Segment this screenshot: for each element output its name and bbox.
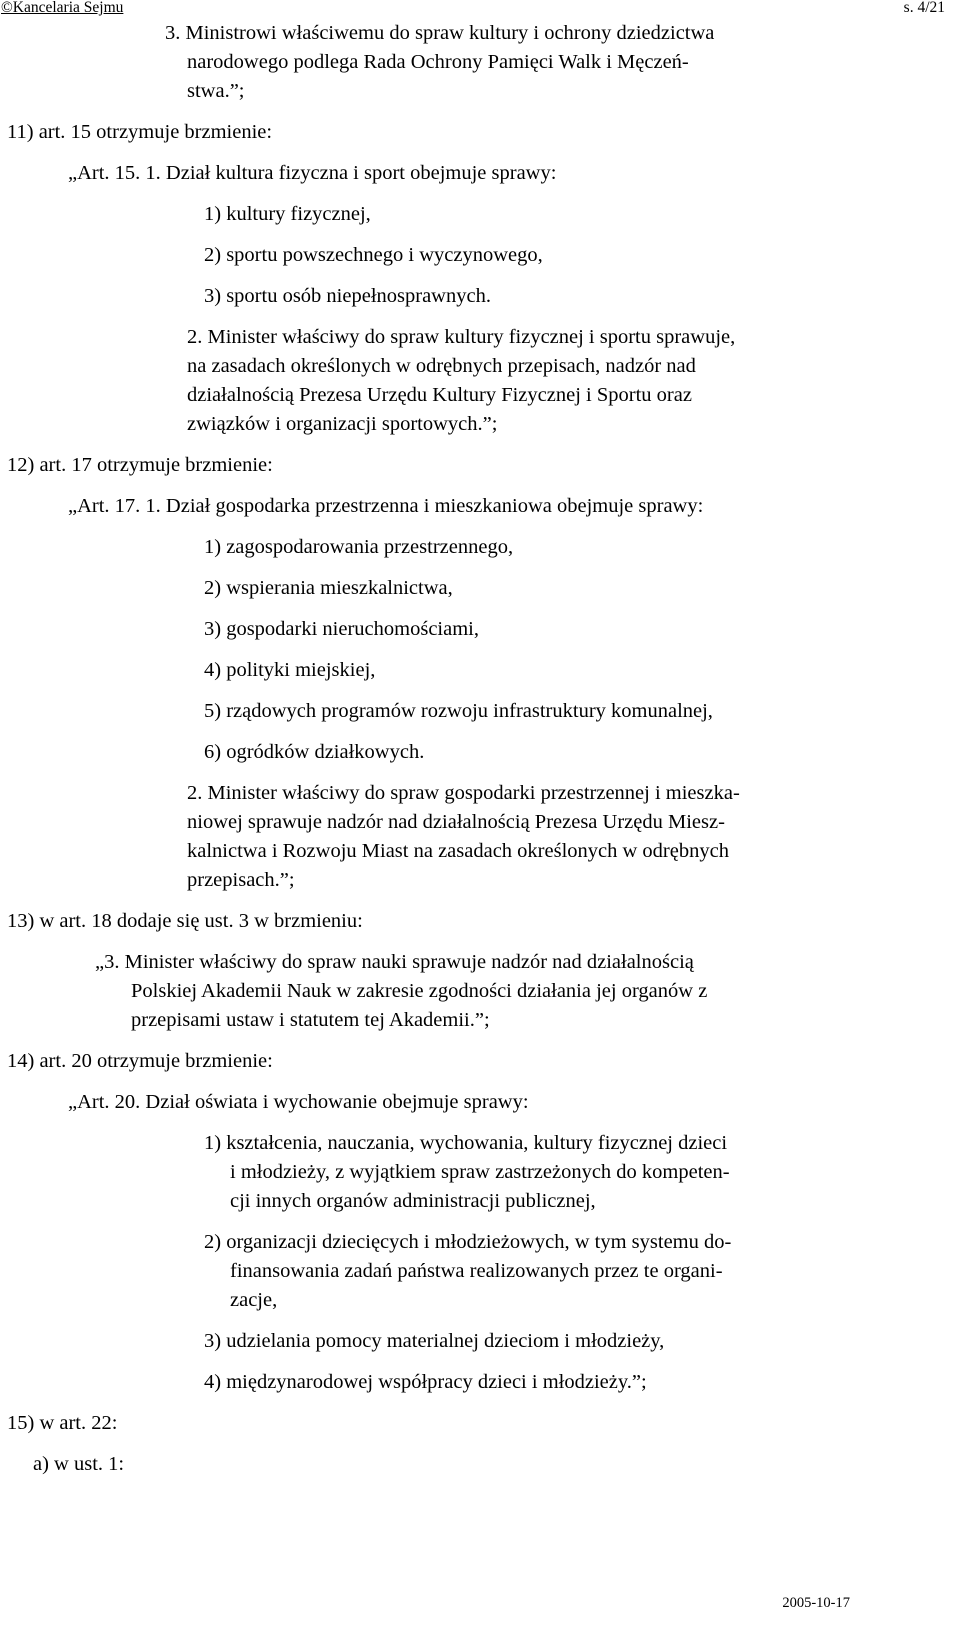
list-item-15: 15) w art. 22: [7,1412,118,1434]
text-line: 4) polityki miejskiej, [204,659,376,681]
text-line: działalnością Prezesa Urzędu Kultury Fizycznej i Sportu oraz [187,384,692,406]
text-line: 1) kształcenia, nauczania, wychowania, kultury fizycznej dzieci [204,1132,728,1154]
text-line: „3. Minister właściwy do spraw nauki sprawuje nadzór nad działalnością [95,951,694,973]
text-line: na zasadach określonych w odrębnych przepisach, nadzór nad [187,355,696,377]
text-line: niowej sprawuje nadzór nad działalnością Prezesa Urzędu Miesz- [187,811,725,833]
text-line: 3. Ministrowi właściwemu do spraw kultury i ochrony dziedzictwa [165,22,715,44]
list-item-14: 14) art. 20 otrzymuje brzmienie: [7,1050,273,1072]
header-source-link[interactable]: ©Kancelaria Sejmu [1,0,124,16]
text-line: 2) organizacji dziecięcych i młodzieżowych, w tym systemu do- [204,1231,732,1253]
text-line: przepisach.”; [187,869,295,891]
text-line: 6) ogródków działkowych. [204,741,425,763]
list-item-13: 13) w art. 18 dodaje się ust. 3 w brzmieniu: [7,910,363,932]
text-line: zacje, [230,1289,278,1311]
text-line: Polskiej Akademii Nauk w zakresie zgodności działania jej organów z [131,980,708,1002]
text-line: 3) udzielania pomocy materialnej dzieciom i młodzieży, [204,1330,665,1352]
text-line: 2) sportu powszechnego i wyczynowego, [204,244,543,266]
text-line: 3) gospodarki nieruchomościami, [204,618,479,640]
text-line: finansowania zadań państwa realizowanych przez te organi- [230,1260,723,1282]
text-line: związków i organizacji sportowych.”; [187,413,498,435]
list-item-11: 11) art. 15 otrzymuje brzmienie: [7,121,273,143]
text-line: „Art. 15. 1. Dział kultura fizyczna i sport obejmuje sprawy: [68,162,557,184]
text-line: a) w ust. 1: [33,1453,125,1475]
text-line: 4) międzynarodowej współpracy dzieci i młodzieży.”; [204,1371,647,1393]
text-line: 1) zagospodarowania przestrzennego, [204,536,514,558]
footer-date: 2005-10-17 [782,1595,850,1611]
text-line: 5) rządowych programów rozwoju infrastruktury komunalnej, [204,700,713,722]
text-line: 1) kultury fizycznej, [204,203,371,225]
text-line: 2) wspierania mieszkalnictwa, [204,577,453,599]
text-line: 3) sportu osób niepełnosprawnych. [204,285,491,307]
header-page-number: s. 4/21 [903,0,945,16]
text-line: 2. Minister właściwy do spraw kultury fizycznej i sportu sprawuje, [187,326,736,348]
text-line: 2. Minister właściwy do spraw gospodarki przestrzennej i mieszka- [187,782,740,804]
text-line: i młodzieży, z wyjątkiem spraw zastrzeżonych do kompeten- [230,1161,730,1183]
text-line: „Art. 20. Dział oświata i wychowanie obejmuje sprawy: [68,1091,529,1113]
text-line: stwa.”; [187,80,245,102]
text-line: przepisami ustaw i statutem tej Akademii.”; [131,1009,490,1031]
list-item-12: 12) art. 17 otrzymuje brzmienie: [7,454,273,476]
text-line: „Art. 17. 1. Dział gospodarka przestrzenna i mieszkaniowa obejmuje sprawy: [68,495,704,517]
text-line: narodowego podlega Rada Ochrony Pamięci Walk i Męczeń- [187,51,689,73]
text-line: cji innych organów administracji publicznej, [230,1190,596,1212]
text-line: kalnictwa i Rozwoju Miast na zasadach określonych w odrębnych [187,840,729,862]
